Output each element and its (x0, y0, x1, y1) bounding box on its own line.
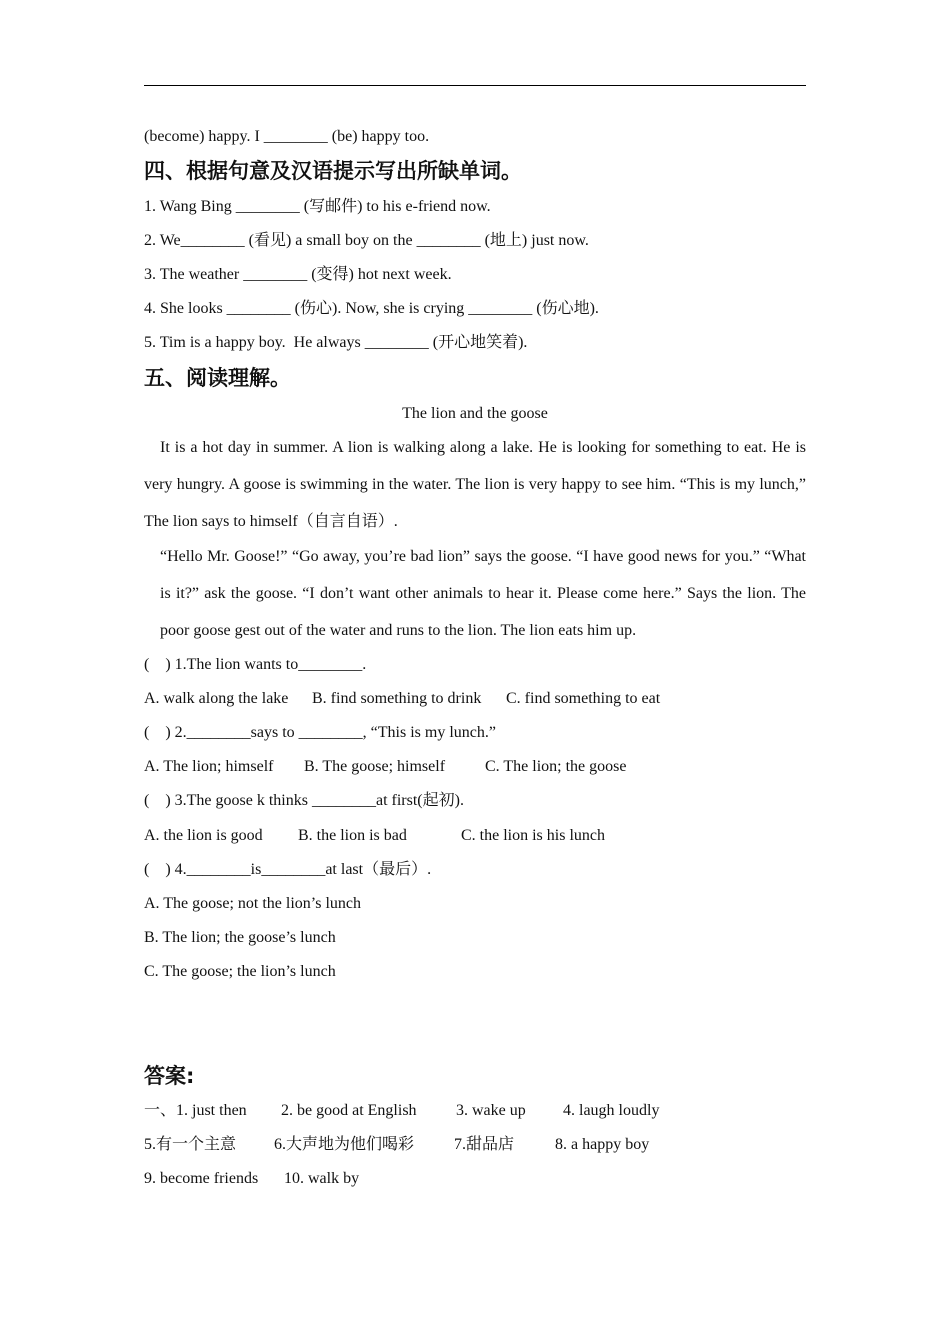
section4-heading: 四、根据句意及汉语提示写出所缺单词。 (144, 159, 522, 183)
question-3: ( ) 3.The goose k thinks ________at first(起初). (144, 792, 464, 809)
s4-item-5: 5. Tim is a happy boy. He always ________ (开心地笑着). (144, 334, 528, 351)
answer-1: 一、1. just then (144, 1102, 247, 1119)
answer-3: 3. wake up (456, 1102, 526, 1119)
story-paragraph-1 (144, 429, 806, 540)
answer-9: 9. become friends (144, 1170, 259, 1187)
answers-heading: 答案: (144, 1064, 195, 1088)
q2-option-a: A. The lion; himself (144, 758, 274, 775)
answer-5: 5.有一个主意 (144, 1136, 237, 1153)
s4-item-4: 4. She looks ________ (伤心). Now, she is crying ________ (伤心地). (144, 300, 599, 317)
question-3-options (144, 826, 605, 846)
s4-item-1: 1. Wang Bing ________ (写邮件) to his e-friend now. (144, 198, 491, 215)
story-paragraph-1-text: It is a hot day in summer. A lion is walking along a lake. He is looking for something to eat. He is very hungry. A goose is swimming in the water. The lion is very happy to see him. “This is my lunch,” The lion says to himself（自言自语）. (144, 439, 806, 530)
question-4: ( ) 4.________is________at last（最后）. (144, 861, 432, 878)
answer-7: 7.甜品店 (454, 1136, 515, 1153)
answer-2: 2. be good at English (281, 1102, 417, 1119)
q4-option-c: C. The goose; the lion’s lunch (144, 963, 336, 980)
q1-option-a: A. walk along the lake (144, 690, 289, 707)
answer-6: 6.大声地为他们喝彩 (274, 1136, 415, 1153)
continuation-line: (become) happy. I ________ (be) happy too. (144, 128, 430, 145)
question-1-options (144, 689, 660, 709)
q3-option-b: B. the lion is bad (298, 827, 407, 844)
q2-option-c: C. The lion; the goose (485, 758, 627, 775)
q3-option-a: A. the lion is good (144, 827, 263, 844)
section5-heading: 五、阅读理解。 (144, 366, 291, 390)
q3-option-c: C. the lion is his lunch (461, 827, 605, 844)
question-2-options (144, 757, 626, 777)
answer-4: 4. laugh loudly (563, 1102, 660, 1119)
question-1: ( ) 1.The lion wants to________. (144, 656, 367, 673)
answers-row-2 (144, 1135, 649, 1155)
answers-row-3 (144, 1169, 359, 1189)
story-title: The lion and the goose (402, 405, 548, 422)
q4-option-b: B. The lion; the goose’s lunch (144, 929, 336, 946)
answer-10: 10. walk by (284, 1170, 360, 1187)
q2-option-b: B. The goose; himself (304, 758, 446, 775)
story-paragraph-2: “Hello Mr. Goose!” “Go away, you’re bad lion” says the goose. “I have good news for you.” “What is it?” ask the goose. “I don’t want other animals to hear it. Please come here.” Says the lion. The poor goose gest out of the water and runs to the lion. The lion eats him up. (160, 548, 806, 639)
s4-item-3: 3. The weather ________ (变得) hot next week. (144, 266, 452, 283)
answer-8: 8. a happy boy (555, 1136, 650, 1153)
q1-option-b: B. find something to drink (312, 690, 482, 707)
s4-item-2: 2. We________ (看见) a small boy on the ________ (地上) just now. (144, 232, 589, 249)
q4-option-a: A. The goose; not the lion’s lunch (144, 895, 362, 912)
question-2: ( ) 2.________says to ________, “This is my lunch.” (144, 724, 496, 741)
q1-option-c: C. find something to eat (506, 690, 661, 707)
answers-row-1 (144, 1101, 659, 1121)
header-rule (144, 85, 806, 86)
